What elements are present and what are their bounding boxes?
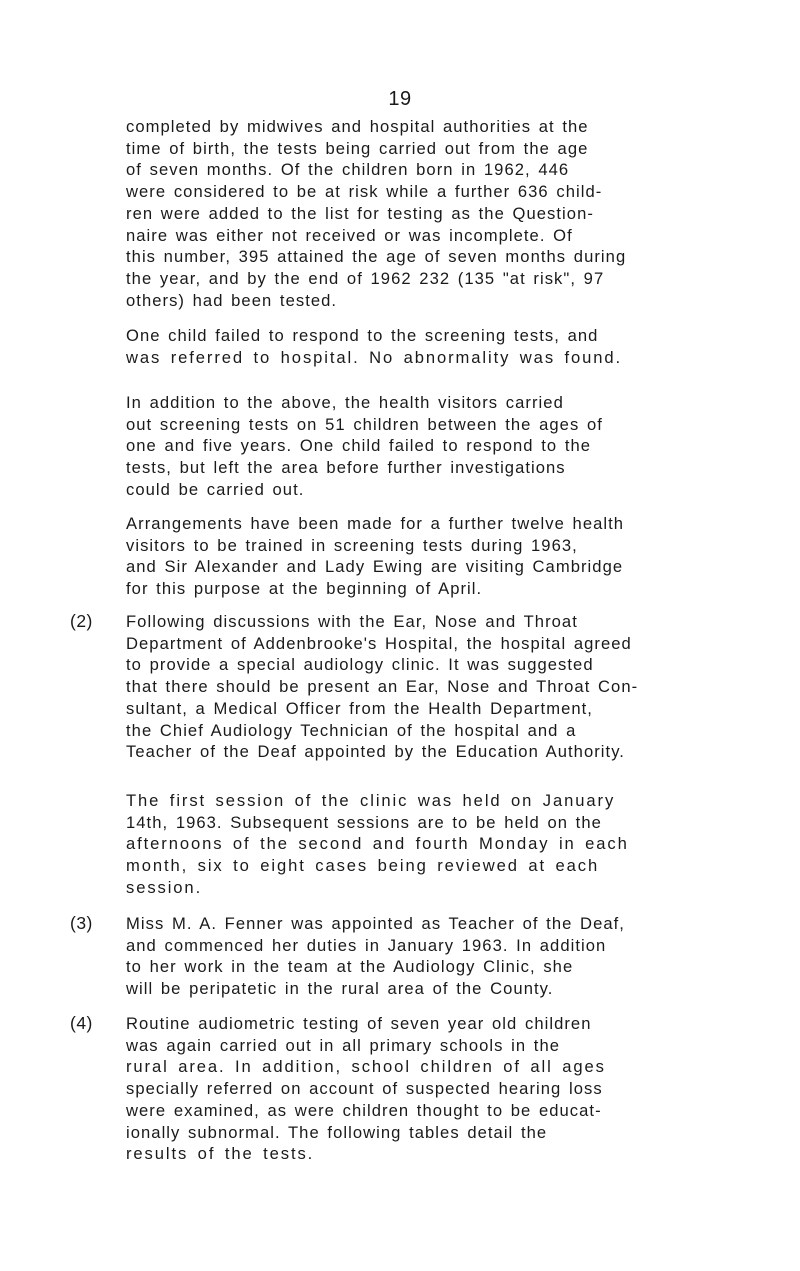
text-line: ren were added to the list for testing as the Question- (126, 203, 594, 223)
text-line: Department of Addenbrooke's Hospital, the hospital agreed (126, 633, 632, 653)
text-line: rural area. In addition, school children of all ages (126, 1057, 606, 1077)
text-line: and commenced her duties in January 1963. In addition (126, 935, 607, 955)
text-line: Miss M. A. Fenner was appointed as Teacher of the Deaf, (126, 914, 625, 933)
text-line: ionally subnormal. The following tables detail the (126, 1122, 548, 1142)
text-line: Teacher of the Deaf appointed by the Education Authority. (126, 742, 625, 762)
text-line: was referred to hospital. No abnormality was found. (126, 347, 623, 367)
text-line: the year, and by the end of 1962 232 (135 "at risk", 97 (126, 268, 605, 288)
page-number: 19 (388, 88, 412, 110)
text-line: 14th, 1963. Subsequent sessions are to be held on the (126, 812, 602, 832)
paragraph-health-visitors (126, 392, 766, 501)
text-line: others) had been tested. (126, 290, 338, 310)
text-line: Routine audiometric testing of seven year old children (126, 1014, 592, 1033)
text-line: Following discussions with the Ear, Nose and Throat (126, 612, 578, 631)
text-line: out screening tests on 51 children between the ages of (126, 414, 603, 434)
text-line: could be carried out. (126, 479, 305, 499)
paragraph-clinic-sessions (126, 790, 766, 899)
text-line: to her work in the team at the Audiology Clinic, she (126, 957, 574, 977)
text-line: were considered to be at risk while a further 636 child- (126, 182, 603, 202)
text-line: afternoons of the second and fourth Monday in each (126, 834, 629, 854)
paragraph-teacher-of-deaf (126, 913, 766, 1000)
paragraph-arrangements (126, 513, 766, 600)
paragraph-audiology-clinic (126, 611, 766, 763)
text-line: for this purpose at the beginning of April. (126, 579, 483, 599)
text-line: The first session of the clinic was held on January (126, 791, 616, 810)
text-line: One child failed to respond to the screening tests, and (126, 326, 599, 345)
text-line: was again carried out in all primary schools in the (126, 1035, 561, 1055)
text-line: specially referred on account of suspected hearing loss (126, 1079, 603, 1099)
text-line: one and five years. One child failed to respond to the (126, 436, 592, 456)
text-line: were examined, as were children thought to be educat- (126, 1100, 602, 1120)
section-marker-4: (4) (70, 1013, 93, 1033)
text-line: session. (126, 877, 203, 897)
text-line: that there should be present an Ear, Nose and Throat Con- (126, 677, 639, 697)
text-line: tests, but left the area before further investigations (126, 458, 566, 478)
text-line: Arrangements have been made for a further twelve health (126, 514, 625, 533)
text-line: and Sir Alexander and Lady Ewing are visiting Cambridge (126, 557, 624, 577)
text-line: to provide a special audiology clinic. It was suggested (126, 655, 594, 675)
text-line: naire was either not received or was incomplete. Of (126, 225, 573, 245)
section-marker-2: (2) (70, 611, 93, 631)
text-line: results of the tests. (126, 1144, 315, 1164)
text-line: time of birth, the tests being carried out from the age (126, 138, 589, 158)
text-line: In addition to the above, the health visitors carried (126, 393, 564, 412)
text-line: of seven months. Of the children born in 1962, 446 (126, 160, 570, 180)
text-line: the Chief Audiology Technician of the hospital and a (126, 720, 577, 740)
paragraph-risk-register (126, 116, 766, 311)
text-line: month, six to eight cases being reviewed at each (126, 856, 600, 876)
text-line: this number, 395 attained the age of seven months during (126, 247, 627, 267)
paragraph-failed-screening (126, 325, 766, 368)
section-marker-3: (3) (70, 913, 93, 933)
text-line: visitors to be trained in screening tests during 1963, (126, 535, 578, 555)
text-line: will be peripatetic in the rural area of the County. (126, 979, 554, 999)
text-line: sultant, a Medical Officer from the Health Department, (126, 698, 593, 718)
paragraph-audiometric-testing (126, 1013, 766, 1165)
text-line: completed by midwives and hospital authorities at the (126, 117, 589, 136)
